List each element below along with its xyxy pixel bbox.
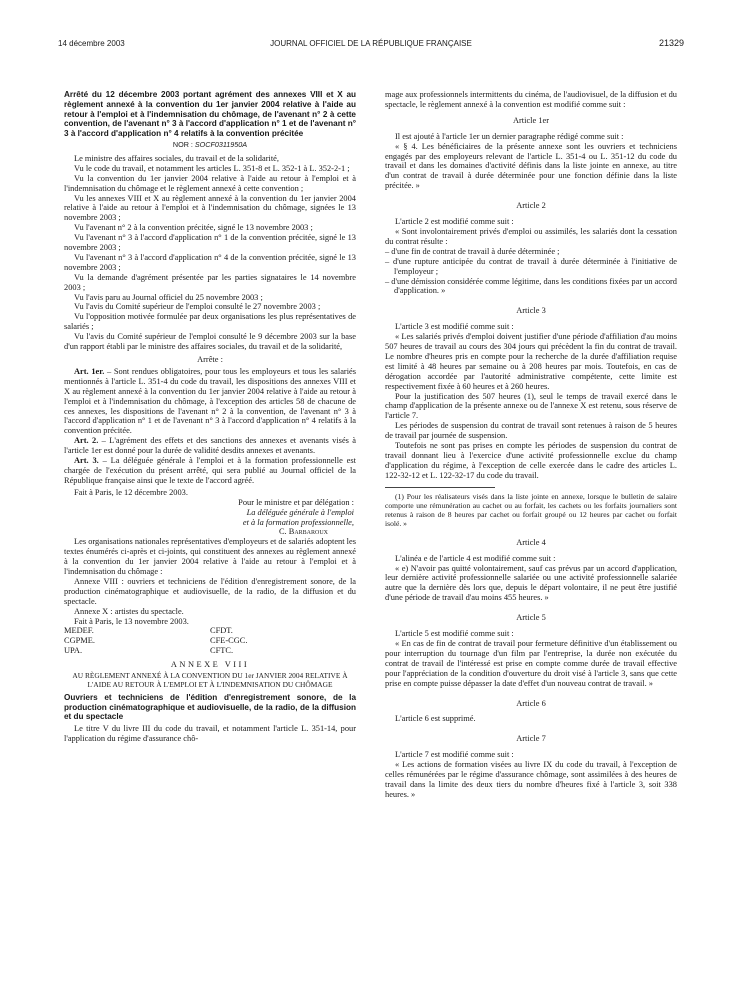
article-6-body: L'article 6 est supprimé. — [395, 714, 476, 724]
organisations-row — [64, 646, 356, 656]
article-1 — [64, 367, 356, 436]
preamble-line: Vu l'opposition motivée formulée par deux organisations les plus représentatives de salariés ; — [64, 312, 356, 332]
article-3-para: « Les salariés privés d'emploi doivent justifier d'une période d'affiliation d'au moins 507 heures de travail au cours des 304 jours qui précèdent la fin du contrat de travail. Le nombre d'heures pris en compte pour la recherche de la durée d'affiliation requise est limité à 48 heures par semaine ou à 208 heures par mois. Toutefois, en cas de dérogation accordée par l'autorité administrative compétente, cette limite est respectivement fixée à 60 heures et à 260 heures. — [385, 332, 677, 391]
employer-organisation: CGPME. — [64, 636, 95, 646]
organisations-row — [64, 626, 356, 636]
page-header — [58, 39, 684, 53]
nor-code: SOCF0311950A — [194, 139, 248, 149]
nor-reference — [64, 140, 356, 150]
article-3-para: Toutefois ne sont pas prises en compte les périodes de suspension du contrat de travail donnant lieu à l'exercice d'une activité professionnelle exclue du champ d'application du régime, à l'exception de celle exercée dans le cadre des articles L. 122-32-12 et L. 122-32-17 du code du travail. — [385, 441, 677, 480]
article-6-heading: Article 6 — [516, 698, 546, 708]
organisations-row — [64, 636, 356, 646]
decree-title: Arrêté du 12 décembre 2003 portant agrément des annexes VIII et X au règlement annexé à la convention du 1er janvier 2004 relative à l'aide au retour à l'emploi et à l'indemnisation du chômage, de l'avenant n° 2 à cette convention, de l'avenant n° 3 à l'accord d'application n° 1 et de l'avenant n° 3 à l'accord d'application n° 4 relatifs à la convention précitée — [64, 90, 356, 139]
preamble-line: Vu la convention du 1er janvier 2004 relative à l'aide au retour à l'emploi et à l'indemnisation du chômage et le règlement annexé à cette convention ; — [64, 173, 356, 193]
article-3-label: Art. 3. — [74, 456, 99, 466]
employer-organisation: MEDEF. — [64, 626, 94, 636]
employer-organisation: UPA. — [64, 646, 83, 656]
signature-line-3: et à la formation professionnelle, — [242, 517, 354, 527]
spacer — [385, 296, 677, 306]
spacer — [385, 528, 677, 538]
article-7-heading: Article 7 — [516, 734, 546, 744]
article-4-body: « e) N'avoir pas quitté volontairement, sauf cas prévus par un accord d'application, leur dernière activité professionnelle salariée ou une activité professionnelle salariée autre que la dernière dès lors que, depuis le départ volontaire, il ne peut être justifié d'une période de travail d'au moins 455 heures. » — [385, 563, 677, 603]
article-7-intro: L'article 7 est modifié comme suit : — [395, 750, 514, 760]
preamble-line: Vu l'avis paru au Journal officiel du 25 novembre 2003 ; — [74, 292, 263, 302]
article-2-item: – d'une démission considérée comme légitime, dans les conditions fixées par un accord d'application. » — [385, 276, 677, 296]
article-1-heading: Article 1er — [512, 115, 550, 125]
article-3-intro: L'article 3 est modifié comme suit : — [395, 322, 514, 332]
article-3-heading: Article 3 — [516, 306, 546, 316]
article-1-body: « § 4. Les bénéficiaires de la présente annexe sont les ouvriers et techniciens engagés par des employeurs relevant de l'article L. 351-4 ou L. 351-12 du code du travail et dans les domaines d'activité définis dans la liste jointe en annexe, au titre d'un contrat de travail à durée déterminée pour une fonction définie dans la liste précitée. » — [385, 141, 677, 191]
spacer — [385, 603, 677, 613]
article-1-intro: Il est ajouté à l'article 1er un dernier paragraphe rédigé comme suit : — [395, 131, 624, 141]
union-organisation: CFTC. — [210, 646, 234, 656]
article-1-label: Art. 1er. — [74, 366, 105, 376]
spacer — [385, 689, 677, 699]
organisations-paragraph: Les organisations nationales représentatives d'employeurs et de salariés adoptent les textes énumérés ci-après et ci-joints, qui constituent des annexes au règlement annexé à la convention du 1er janvier 2004 relative à l'aide au retour à l'emploi et à l'indemnisation du chômage : — [64, 537, 356, 577]
annexe-intro-paragraph: Le titre V du livre III du code du travail, et notamment l'article L. 351-14, pour l'application du régime d'assurance chô- — [64, 723, 356, 743]
article-2-label: Art. 2. — [74, 436, 99, 446]
footnote-divider — [385, 487, 495, 488]
preamble-line: Vu le code du travail, et notamment les articles L. 351-8 et L. 352-1 à L. 352-2-1 ; — [74, 163, 350, 173]
preamble-line: Vu l'avenant n° 2 à la convention précitée, signé le 13 novembre 2003 ; — [74, 223, 313, 233]
union-organisation: CFDT. — [210, 626, 233, 636]
article-3-para: Pour la justification des 507 heures (1), seul le temps de travail exercé dans le champ d'application de la présente annexe ou de l'annexe X est retenu, sous réserve de l'article 7. — [385, 391, 677, 421]
annexe-viii-description: Annexe VIII : ouvriers et techniciens de l'édition d'enregistrement sonore, de la production cinématographique et audiovisuelle, de la radio, de la diffusion et du spectacle. — [64, 576, 356, 606]
annexe-title: ANNEXE VIII — [170, 660, 250, 670]
right-column — [385, 90, 677, 800]
signing-date-2: Fait à Paris, le 13 novembre 2003. — [74, 616, 189, 626]
nor-label: NOR : — [172, 139, 193, 149]
article-5-intro: L'article 5 est modifié comme suit : — [395, 629, 514, 639]
annexe-subtitle: AU RÈGLEMENT ANNEXÉ À LA CONVENTION DU 1er JANVIER 2004 RELATIVE À L'AIDE AU RETOUR À L'EMPLOI ET À L'INDEMNISATION DU CHÔMAGE — [72, 671, 348, 690]
header-date: 14 décembre 2003 — [58, 39, 125, 48]
signatory-name: C. Barbaroux — [278, 527, 328, 537]
signatory-organisations — [64, 626, 356, 656]
signature-line-1: Pour le ministre et par délégation : — [238, 497, 354, 507]
article-2-item: – d'une fin de contrat de travail à durée déterminée ; — [385, 246, 560, 256]
annexe-heading: Ouvriers et techniciens de l'édition d'enregistrement sonore, de la production cinématographique et audiovisuelle, de la radio, de la diffusion et du spectacle — [64, 692, 356, 722]
article-1-text: – Sont rendues obligatoires, pour tous les employeurs et tous les salariés mentionnés à l'article L. 351-4 du code du travail, les dispositions des annexes VIII et X au règlement annexé à la convention du 1er janvier 2004 relative à l'aide au retour à l'emploi et à l'indemnisation du chômage, à l'exception des articles 58 de chacune de ces annexes, les dispositions de l'avenant n° 2 à la convention, de l'avenant n° 3 à l'accord d'application n° 1 et de l'avenant n° 3 à l'accord d'application n° 4 relatifs à la convention précitée. — [64, 366, 356, 436]
preamble-line: Vu l'avenant n° 3 à l'accord d'application n° 1 de la convention précitée, signé le 13 novembre 2003 ; — [64, 233, 356, 253]
header-journal-title: JOURNAL OFFICIEL DE LA RÉPUBLIQUE FRANÇAISE — [270, 39, 472, 48]
article-7-body: « Les actions de formation visées au livre IX du code du travail, à l'exception de celles rémunérées par le régime d'assurance chômage, sont assimilées à des heures de travail dans la limite des deux tiers du nombre d'heures fixé à l'article 3, soit 338 heures. » — [385, 760, 677, 799]
continued-paragraph: mage aux professionnels intermittents du cinéma, de l'audiovisuel, de la diffusion et du spectacle, le règlement annexé à la convention est modifié comme suit : — [385, 90, 677, 109]
header-page-number: 21329 — [658, 38, 684, 48]
article-2-body: « Sont involontairement privés d'emploi ou assimilés, les salariés dont la cessation du contrat résulte : — [385, 226, 677, 246]
preamble-line: Le ministre des affaires sociales, du travail et de la solidarité, — [74, 153, 279, 163]
union-organisation: CFE-CGC. — [210, 636, 248, 646]
preamble-line: Vu l'avis du Comité supérieur de l'emploi consulté le 9 décembre 2003 sur la base d'un rapport établi par le ministre des affaires sociales, du travail et de la solidarité, — [64, 332, 356, 352]
article-2-intro: L'article 2 est modifié comme suit : — [395, 217, 514, 227]
annexe-x-description: Annexe X : artistes du spectacle. — [74, 606, 184, 616]
article-3-text: – La déléguée générale à l'emploi et à la formation professionnelle est chargée de l'exécution du présent arrêté, qui sera publié au Journal officiel de la République française ainsi que le texte de l'accord agréé. — [64, 456, 356, 485]
article-2-item: – d'une rupture anticipée du contrat de travail à durée déterminée à l'initiative de l'employeur ; — [385, 256, 677, 276]
article-2 — [64, 436, 356, 456]
preamble-line: Vu la demande d'agrément présentée par les parties signataires le 14 novembre 2003 ; — [64, 272, 356, 292]
preamble-line: Vu l'avenant n° 3 à l'accord d'application n° 4 de la convention précitée, signé le 13 novembre 2003 ; — [64, 252, 356, 272]
article-4-heading: Article 4 — [516, 537, 546, 547]
footnote: (1) Pour les réalisateurs visés dans la liste jointe en annexe, lorsque le bulletin de salaire comporte une rémunération au cachet ou au forfait, les cachets ou les forfaits journaliers sont retenus à raison de 8 heures par cachet ou forfait groupé ou 12 heures par cachet ou forfait isolé. » — [385, 491, 677, 528]
article-3 — [64, 456, 356, 486]
article-5-heading: Article 5 — [516, 613, 546, 623]
spacer — [385, 724, 677, 734]
spacer — [385, 191, 677, 201]
left-column — [64, 90, 356, 744]
article-5-body: « En cas de fin de contrat de travail pour fermeture définitive d'un établissement ou pour interruption du tournage d'un film par l'entreprise, la durée non exécutée du contrat de travail de l'intéressé est prise en compte comme durée de travail effective pour l'appréciation de la condition d'ouverture du droit visé à l'article 3, sans que cette prise en compte puisse dépasser la date d'effet d'un nouveau contrat de travail. » — [385, 638, 677, 688]
article-2-text: – L'agrément des effets et des sanctions des annexes et avenants visés à l'article 1er est donné pour la durée de validité desdits annexes et avenants. — [64, 436, 357, 456]
arrete-heading: Arrête : — [197, 355, 223, 365]
article-2-heading: Article 2 — [516, 201, 546, 211]
preamble-line: Vu l'avis du Comité supérieur de l'emploi consulté le 27 novembre 2003 ; — [74, 302, 321, 312]
article-4-intro: L'alinéa e de l'article 4 est modifié comme suit : — [395, 553, 556, 563]
signature-line-2: La déléguée générale à l'emploi — [246, 507, 354, 517]
signing-date: Fait à Paris, le 12 décembre 2003. — [74, 487, 188, 497]
preamble-line: Vu les annexes VIII et X au règlement annexé à la convention du 1er janvier 2004 relative à l'aide au retour à l'emploi et à l'indemnisation du chômage, signées le 13 novembre 2003 ; — [64, 193, 356, 223]
article-3-para: Les périodes de suspension du contrat de travail sont retenues à raison de 5 heures de travail par journée de suspension. — [385, 421, 677, 441]
